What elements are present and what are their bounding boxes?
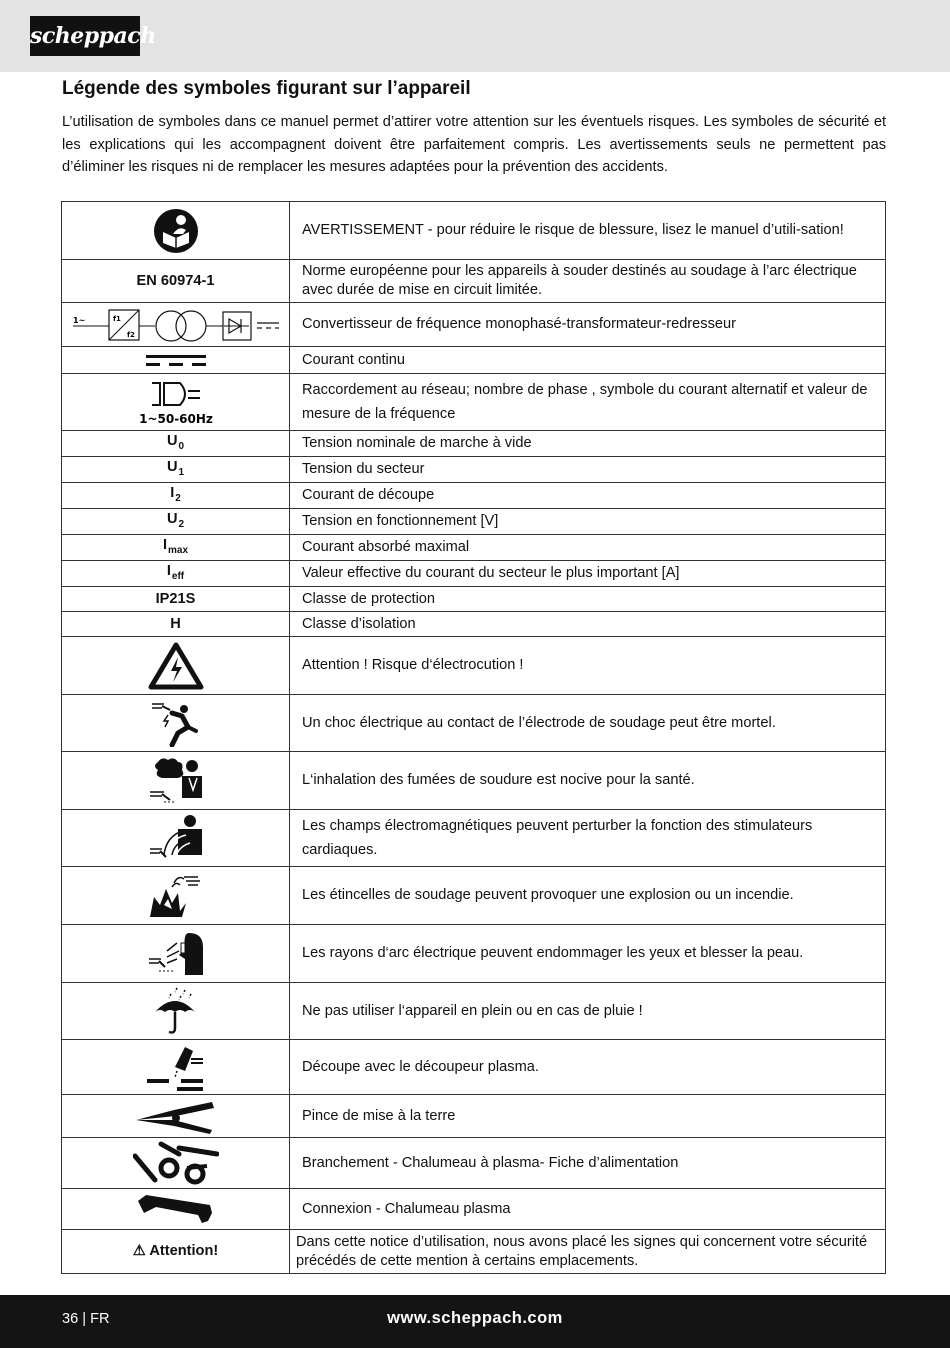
description-cell: Convertisseur de fréquence monophasé-transformateur-redresseur bbox=[290, 303, 886, 347]
symbol-letter: I bbox=[166, 562, 171, 579]
description-cell: Les étincelles de soudage peuvent provoquer une explosion ou un incendie. bbox=[290, 867, 886, 925]
symbol-subscript: max bbox=[168, 544, 189, 556]
description-cell: Ne pas utiliser l‘appareil en plein ou en cas de pluie ! bbox=[290, 983, 886, 1040]
table-row bbox=[62, 374, 886, 431]
description-cell: Tension du secteur bbox=[290, 457, 886, 483]
symbol-cell bbox=[62, 983, 290, 1040]
description-cell: Découpe avec le découpeur plasma. bbox=[290, 1040, 886, 1095]
f2-label: f2 bbox=[126, 330, 135, 339]
table-row bbox=[62, 431, 886, 457]
table-row bbox=[62, 695, 886, 752]
plasma-cutting-icon bbox=[145, 1043, 207, 1091]
page-title: Légende des symboles figurant sur l’appareil bbox=[62, 78, 471, 99]
table-row bbox=[62, 1230, 886, 1274]
description-cell: Classe de protection bbox=[290, 587, 886, 612]
symbol-subscript: 2 bbox=[175, 492, 181, 504]
symbol-subscript: 1 bbox=[178, 466, 185, 478]
symbol-cell bbox=[62, 457, 290, 483]
symbol-letter: U bbox=[166, 458, 178, 475]
table-row bbox=[62, 509, 886, 535]
electric-shock-warning-icon bbox=[148, 642, 204, 690]
symbol-cell bbox=[62, 561, 290, 587]
standard-symbol: EN 60974-1 bbox=[62, 260, 290, 303]
intro-paragraph: L’utilisation de symboles dans ce manuel permet d’attirer votre attention sur les éventuels risques. Les symboles de sécurité et les explications qui les accompagnent doivent être parfaitement compris. Les avertissements seuls ne permettent pas d’éliminer les risques ni de remplacer les mesures adaptées pour la prévention des accidents. bbox=[62, 114, 886, 175]
symbol-subscript: 2 bbox=[178, 518, 185, 530]
symbol-letter: I bbox=[162, 536, 168, 553]
table-row bbox=[62, 612, 886, 637]
symbol-cell bbox=[62, 925, 290, 983]
description-cell: Norme européenne pour les appareils à souder destinés au soudage à l’arc électrique avec durée de mise en circuit limitée. bbox=[290, 260, 886, 303]
table-row bbox=[62, 1040, 886, 1095]
protection-class-symbol: IP21S bbox=[62, 587, 290, 612]
footer-bar bbox=[0, 1295, 950, 1348]
electrode-shock-icon bbox=[148, 699, 204, 747]
rain-umbrella-icon bbox=[151, 986, 201, 1036]
symbol-subscript: 0 bbox=[178, 440, 185, 452]
description-cell: Courant absorbé maximal bbox=[290, 535, 886, 561]
read-manual-icon bbox=[153, 208, 199, 254]
symbol-letter: U bbox=[166, 510, 178, 527]
description-cell: AVERTISSEMENT - pour réduire le risque de blessure, lisez le manuel d’utili-sation! bbox=[290, 202, 886, 260]
symbol-legend-table bbox=[61, 201, 886, 1274]
description-cell: Valeur effective du courant du secteur le plus important [A] bbox=[290, 561, 886, 587]
f1-label: f1 bbox=[112, 314, 121, 323]
ground-clamp-icon bbox=[134, 1098, 218, 1134]
description-cell: Courant continu bbox=[290, 347, 886, 374]
website-link[interactable]: www.scheppach.com bbox=[387, 1309, 563, 1327]
symbol-cell bbox=[62, 637, 290, 695]
symbol-cell bbox=[62, 695, 290, 752]
torch-connection-icon bbox=[133, 1140, 219, 1186]
symbol-cell bbox=[62, 535, 290, 561]
table-row bbox=[62, 457, 886, 483]
plasma-torch-icon bbox=[136, 1191, 216, 1227]
description-cell: Les rayons d‘arc électrique peuvent endommager les yeux et blesser la peau. bbox=[290, 925, 886, 983]
arc-rays-icon bbox=[145, 929, 207, 979]
description-cell bbox=[290, 374, 886, 431]
brand-logo: scheppach bbox=[30, 16, 140, 56]
description-cell: Tension en fonctionnement [V] bbox=[290, 509, 886, 535]
symbol-cell bbox=[62, 374, 290, 431]
table-row bbox=[62, 260, 886, 303]
description-cell: Courant de découpe bbox=[290, 483, 886, 509]
table-row bbox=[62, 983, 886, 1040]
table-row bbox=[62, 867, 886, 925]
table-row bbox=[62, 535, 886, 561]
symbol-cell bbox=[62, 202, 290, 260]
table-row bbox=[62, 561, 886, 587]
frequency-converter-transformer-rectifier-icon bbox=[71, 307, 281, 343]
table-row bbox=[62, 752, 886, 810]
symbol-cell bbox=[62, 303, 290, 347]
symbol-subscript: eff bbox=[171, 570, 185, 582]
table-row bbox=[62, 637, 886, 695]
description-cell bbox=[290, 810, 886, 867]
description-cell: Classe d’isolation bbox=[290, 612, 886, 637]
symbol-letter: I bbox=[170, 484, 175, 501]
phase-label: 1~ bbox=[72, 315, 85, 325]
description-cell: Pince de mise à la terre bbox=[290, 1095, 886, 1138]
description-cell: Attention ! Risque d‘électrocution ! bbox=[290, 637, 886, 695]
table-row bbox=[62, 483, 886, 509]
insulation-class-symbol: H bbox=[62, 612, 290, 637]
electromagnetic-field-icon bbox=[146, 813, 206, 863]
table-row bbox=[62, 810, 886, 867]
welding-fumes-icon bbox=[146, 756, 206, 806]
table-row bbox=[62, 303, 886, 347]
symbol-cell bbox=[62, 483, 290, 509]
symbol-cell bbox=[62, 1040, 290, 1095]
emf-description: Les champs électromagnétiques peuvent perturber la fonction des stimulateurs cardiaques. bbox=[302, 818, 813, 858]
table-row bbox=[62, 1138, 886, 1189]
symbol-letter: U bbox=[166, 432, 178, 449]
description-cell: Tension nominale de marche à vide bbox=[290, 431, 886, 457]
symbol-cell bbox=[62, 431, 290, 457]
mains-rating-label: 1~50-60Hz bbox=[138, 412, 213, 426]
symbol-cell bbox=[62, 752, 290, 810]
table-row bbox=[62, 347, 886, 374]
description-cell: Connexion - Chalumeau plasma bbox=[290, 1189, 886, 1230]
page-number: 36 | FR bbox=[62, 1311, 110, 1327]
table-row bbox=[62, 202, 886, 260]
mains-plug-icon bbox=[136, 377, 216, 427]
symbol-cell bbox=[62, 1189, 290, 1230]
attention-symbol: ⚠ Attention! bbox=[62, 1230, 290, 1274]
table-row bbox=[62, 1189, 886, 1230]
direct-current-icon bbox=[146, 352, 206, 368]
symbol-cell bbox=[62, 1138, 290, 1189]
symbol-cell bbox=[62, 1095, 290, 1138]
mains-description: Raccordement au réseau; nombre de phase , symbole du courant alternatif et valeur de mesure de la fréquence bbox=[302, 382, 868, 422]
symbol-cell bbox=[62, 867, 290, 925]
symbol-cell bbox=[62, 509, 290, 535]
symbol-cell bbox=[62, 810, 290, 867]
symbol-cell bbox=[62, 347, 290, 374]
description-cell: L‘inhalation des fumées de soudure est nocive pour la santé. bbox=[290, 752, 886, 810]
description-cell: Branchement - Chalumeau à plasma- Fiche d’alimentation bbox=[290, 1138, 886, 1189]
description-cell: Un choc électrique au contact de l’électrode de soudage peut être mortel. bbox=[290, 695, 886, 752]
table-row bbox=[62, 925, 886, 983]
sparks-explosion-icon bbox=[146, 871, 206, 921]
description-cell: Dans cette notice d’utilisation, nous avons placé les signes qui concernent votre sécurité précédés de cette mention à certains emplacements. bbox=[290, 1230, 886, 1274]
table-row bbox=[62, 1095, 886, 1138]
table-row bbox=[62, 587, 886, 612]
